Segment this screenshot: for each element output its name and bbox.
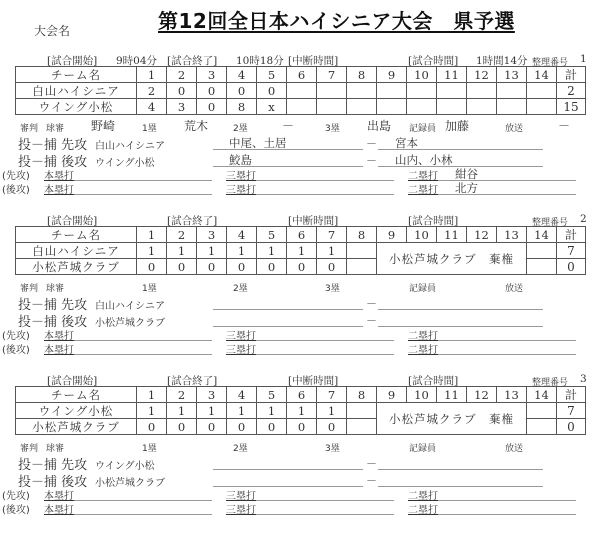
hr-bottom-label: 本塁打 — [44, 185, 74, 196]
inning-score: 0 — [257, 83, 287, 99]
inning-score — [467, 83, 497, 99]
third-base-umpire-name: 出島 — [367, 119, 392, 133]
first-base-umpire-name: 荒木 — [184, 119, 209, 133]
inning-score: 1 — [227, 403, 257, 419]
team-total: 7 — [557, 243, 586, 259]
inning-score: 0 — [137, 259, 167, 275]
end-label: [試合終了] — [167, 215, 218, 227]
battery-top-label: 投－捕 先攻 — [18, 458, 88, 473]
battery-top-team: 白山ハイシニア — [95, 141, 165, 152]
forfeit-note: 小松芦城クラブ 棄権 — [377, 243, 527, 275]
inning-header: 11 — [437, 227, 467, 243]
inning-header: 5 — [257, 227, 287, 243]
inning-header: 6 — [287, 387, 317, 403]
inning-header: 6 — [287, 67, 317, 83]
table-row — [16, 243, 586, 259]
inning-score — [467, 99, 497, 115]
battery-bottom-dash: － — [366, 474, 377, 487]
battery-bottom-team: ウイング小松 — [95, 158, 155, 169]
team-total: 2 — [557, 83, 586, 99]
inning-header: 2 — [167, 387, 197, 403]
inning-header: 4 — [227, 67, 257, 83]
page-title: 第12回全日本ハイシニア大会 県予選 — [158, 9, 515, 33]
duration-label: [試合時間] — [408, 55, 459, 67]
inning-score — [377, 83, 407, 99]
battery-bottom-label: 投－捕 後攻 — [18, 315, 88, 330]
team-total: 15 — [557, 99, 586, 115]
inning-score: 1 — [287, 403, 317, 419]
inning-header: 7 — [317, 67, 347, 83]
inning-header: 1 — [137, 67, 167, 83]
battery-bottom-catchers: 山内、小林 — [395, 153, 453, 167]
double-top-value: 紺谷 — [455, 167, 478, 181]
team-name: 小松芦城クラブ — [16, 419, 137, 435]
plate-umpire-label: 球審 — [46, 284, 65, 294]
triple-top-label: 三塁打 — [226, 331, 256, 342]
inning-header: 12 — [467, 227, 497, 243]
end-time: 10時18分 — [236, 55, 284, 67]
broadcast-name: － — [558, 119, 571, 133]
hits-top-prefix: (先攻) — [2, 331, 30, 342]
start-label: [試合開始] — [47, 375, 98, 387]
inning-score: 0 — [197, 419, 227, 435]
triple-top-label: 三塁打 — [226, 171, 256, 182]
end-label: [試合終了] — [167, 55, 218, 67]
third-base-umpire-label: 3塁 — [325, 124, 340, 134]
battery-top-pitchers-line — [213, 309, 363, 310]
total-col-header: 計 — [557, 67, 586, 83]
inning-score — [527, 419, 557, 435]
team-col-header: チーム名 — [16, 227, 137, 243]
total-col-header: 計 — [557, 227, 586, 243]
team-name: 白山ハイシニア — [16, 243, 137, 259]
inning-header: 4 — [227, 387, 257, 403]
team-name: 白山ハイシニア — [16, 83, 137, 99]
team-name: ウイング小松 — [16, 403, 137, 419]
team-name: 小松芦城クラブ — [16, 259, 137, 275]
inning-score: 0 — [197, 259, 227, 275]
battery-top-catchers-line — [378, 469, 543, 470]
inning-score — [317, 99, 347, 115]
table-header-row — [16, 387, 586, 403]
inning-header: 13 — [497, 67, 527, 83]
inning-header: 12 — [467, 67, 497, 83]
umpire-label: 審判 — [20, 444, 39, 454]
inning-score — [527, 403, 557, 419]
forfeit-note: 小松芦城クラブ 棄権 — [377, 403, 527, 435]
scorer-label: 記録員 — [409, 284, 437, 294]
end-label: [試合終了] — [167, 375, 218, 387]
battery-bottom-pitchers: 鮫島 — [229, 153, 252, 167]
inning-score — [347, 403, 377, 419]
hits-bottom-prefix: (後攻) — [2, 345, 30, 356]
inning-header: 5 — [257, 387, 287, 403]
battery-top-catchers-line — [378, 309, 543, 310]
inning-score — [377, 99, 407, 115]
double-top-label: 二塁打 — [408, 491, 438, 502]
inning-header: 1 — [137, 387, 167, 403]
inning-header: 14 — [527, 227, 557, 243]
inning-score — [527, 259, 557, 275]
inning-score: 0 — [227, 419, 257, 435]
serial-label: 整理番号 — [532, 218, 569, 228]
double-top-label: 二塁打 — [408, 331, 438, 342]
battery-top-pitchers: 中尾、土居 — [229, 136, 287, 150]
double-top-label: 二塁打 — [408, 171, 438, 182]
table-row — [16, 99, 586, 115]
total-col-header: 計 — [557, 387, 586, 403]
double-bottom-label: 二塁打 — [408, 505, 438, 516]
start-label: [試合開始] — [47, 215, 98, 227]
plate-umpire-label: 球審 — [46, 124, 65, 134]
inning-score — [497, 83, 527, 99]
inning-score — [287, 99, 317, 115]
inning-header: 13 — [497, 387, 527, 403]
second-base-umpire-label: 2塁 — [233, 444, 248, 454]
hr-top-label: 本塁打 — [44, 331, 74, 342]
battery-bottom-team: 小松芦城クラブ — [95, 478, 165, 489]
inning-header: 8 — [347, 227, 377, 243]
inning-score: 1 — [257, 403, 287, 419]
first-base-umpire-label: 1塁 — [142, 444, 157, 454]
broadcast-label: 放送 — [505, 444, 524, 454]
first-base-umpire-label: 1塁 — [142, 284, 157, 294]
tournament-name-label: 大会名 — [34, 24, 71, 38]
inning-score — [317, 83, 347, 99]
battery-bottom-catchers-line — [378, 486, 543, 487]
hits-bottom-prefix: (後攻) — [2, 505, 30, 516]
inning-score — [527, 99, 557, 115]
battery-bottom-label: 投－捕 後攻 — [18, 155, 88, 170]
start-label: [試合開始] — [47, 55, 98, 67]
hr-top-label: 本塁打 — [44, 491, 74, 502]
battery-bottom-catchers-line — [378, 326, 543, 327]
second-base-umpire-label: 2塁 — [233, 284, 248, 294]
inning-header: 14 — [527, 387, 557, 403]
inning-score: 0 — [257, 419, 287, 435]
inning-header: 1 — [137, 227, 167, 243]
inning-header: 4 — [227, 227, 257, 243]
hits-top-prefix: (先攻) — [2, 491, 30, 502]
battery-bottom-dash: － — [366, 314, 377, 327]
inning-score: 1 — [137, 243, 167, 259]
inning-score: 3 — [167, 99, 197, 115]
duration-label: [試合時間] — [408, 215, 459, 227]
inning-score — [347, 83, 377, 99]
team-col-header: チーム名 — [16, 387, 137, 403]
inning-header: 6 — [287, 227, 317, 243]
triple-bottom-label: 三塁打 — [226, 345, 256, 356]
inning-header: 8 — [347, 67, 377, 83]
inning-score — [347, 259, 377, 275]
serial-number: 2 — [580, 213, 587, 225]
inning-score: 0 — [317, 259, 347, 275]
table-header-row — [16, 67, 586, 83]
inning-score: 0 — [197, 83, 227, 99]
second-base-umpire-label: 2塁 — [233, 124, 248, 134]
team-total: 0 — [557, 259, 586, 275]
inning-score — [347, 419, 377, 435]
inning-score: 4 — [137, 99, 167, 115]
inning-score — [497, 99, 527, 115]
inning-header: 5 — [257, 67, 287, 83]
inning-header: 2 — [167, 67, 197, 83]
duration-time: 1時間14分 — [476, 55, 528, 67]
inning-header: 8 — [347, 387, 377, 403]
inning-score: x — [257, 99, 287, 115]
plate-umpire-name: 野崎 — [91, 119, 116, 133]
scorer-name: 加藤 — [445, 119, 470, 133]
battery-top-team: 白山ハイシニア — [95, 301, 165, 312]
inning-score: 0 — [167, 259, 197, 275]
inning-score: 1 — [227, 243, 257, 259]
battery-top-label: 投－捕 先攻 — [18, 298, 88, 313]
inning-score — [527, 243, 557, 259]
inning-header: 2 — [167, 227, 197, 243]
team-total: 7 — [557, 403, 586, 419]
inning-header: 10 — [407, 387, 437, 403]
inning-score — [437, 99, 467, 115]
battery-bottom-dash: － — [366, 154, 377, 167]
battery-top-dash: － — [366, 457, 377, 470]
inning-score — [287, 83, 317, 99]
serial-number: 1 — [580, 53, 587, 65]
plate-umpire-label: 球審 — [46, 444, 65, 454]
inning-score — [347, 99, 377, 115]
table-row — [16, 403, 586, 419]
inning-score: 1 — [197, 243, 227, 259]
inning-header: 3 — [197, 67, 227, 83]
serial-number: 3 — [580, 373, 587, 385]
triple-bottom-label: 三塁打 — [226, 185, 256, 196]
battery-top-team: ウイング小松 — [95, 461, 155, 472]
inning-score — [527, 83, 557, 99]
team-total: 0 — [557, 419, 586, 435]
inning-score — [347, 243, 377, 259]
triple-bottom-label: 三塁打 — [226, 505, 256, 516]
inning-score: 0 — [257, 259, 287, 275]
inning-score: 1 — [197, 403, 227, 419]
inning-header: 9 — [377, 67, 407, 83]
umpire-label: 審判 — [20, 284, 39, 294]
inning-header: 11 — [437, 387, 467, 403]
umpire-label: 審判 — [20, 124, 39, 134]
battery-top-pitchers-line — [213, 469, 363, 470]
triple-top-label: 三塁打 — [226, 491, 256, 502]
inning-score: 2 — [137, 83, 167, 99]
inning-score: 0 — [287, 259, 317, 275]
hr-top-label: 本塁打 — [44, 171, 74, 182]
double-bottom-label: 二塁打 — [408, 185, 438, 196]
serial-label: 整理番号 — [532, 58, 569, 68]
hits-top-prefix: (先攻) — [2, 171, 30, 182]
hits-bottom-prefix: (後攻) — [2, 185, 30, 196]
double-bottom-label: 二塁打 — [408, 345, 438, 356]
inning-score: 0 — [167, 83, 197, 99]
broadcast-label: 放送 — [505, 284, 524, 294]
scoreboard-table — [15, 66, 586, 115]
pause-label: [中断時間] — [288, 375, 339, 387]
inning-score: 1 — [257, 243, 287, 259]
team-name: ウイング小松 — [16, 99, 137, 115]
inning-score: 1 — [137, 403, 167, 419]
battery-top-dash: － — [366, 297, 377, 310]
team-col-header: チーム名 — [16, 67, 137, 83]
inning-score: 0 — [287, 419, 317, 435]
inning-header: 12 — [467, 387, 497, 403]
scorer-label: 記録員 — [409, 124, 437, 134]
start-time: 9時04分 — [116, 55, 158, 67]
inning-score: 0 — [197, 99, 227, 115]
inning-score: 0 — [317, 419, 347, 435]
inning-header: 14 — [527, 67, 557, 83]
battery-top-catchers: 宮本 — [395, 136, 418, 150]
hr-bottom-label: 本塁打 — [44, 345, 74, 356]
inning-header: 9 — [377, 387, 407, 403]
battery-top-label: 投－捕 先攻 — [18, 138, 88, 153]
table-header-row — [16, 227, 586, 243]
inning-score: 1 — [317, 243, 347, 259]
inning-score: 8 — [227, 99, 257, 115]
scoreboard-table — [15, 226, 586, 275]
inning-header: 10 — [407, 67, 437, 83]
double-bottom-value: 北方 — [455, 181, 478, 195]
battery-bottom-label: 投－捕 後攻 — [18, 475, 88, 490]
inning-score: 1 — [167, 243, 197, 259]
inning-score: 0 — [137, 419, 167, 435]
inning-header: 11 — [437, 67, 467, 83]
inning-header: 7 — [317, 387, 347, 403]
inning-header: 10 — [407, 227, 437, 243]
inning-header: 3 — [197, 227, 227, 243]
pause-label: [中断時間] — [288, 215, 339, 227]
scoreboard-table — [15, 386, 586, 435]
pause-label: [中断時間] — [288, 55, 339, 67]
inning-score: 0 — [227, 259, 257, 275]
inning-score: 1 — [167, 403, 197, 419]
serial-label: 整理番号 — [532, 378, 569, 388]
third-base-umpire-label: 3塁 — [325, 444, 340, 454]
first-base-umpire-label: 1塁 — [142, 124, 157, 134]
inning-score — [407, 99, 437, 115]
broadcast-label: 放送 — [505, 124, 524, 134]
inning-header: 3 — [197, 387, 227, 403]
inning-score: 1 — [317, 403, 347, 419]
inning-header: 7 — [317, 227, 347, 243]
battery-bottom-team: 小松芦城クラブ — [95, 318, 165, 329]
scorer-label: 記録員 — [409, 444, 437, 454]
inning-header: 13 — [497, 227, 527, 243]
inning-header: 9 — [377, 227, 407, 243]
inning-score: 1 — [287, 243, 317, 259]
inning-score — [437, 83, 467, 99]
table-row — [16, 83, 586, 99]
third-base-umpire-label: 3塁 — [325, 284, 340, 294]
hr-bottom-label: 本塁打 — [44, 505, 74, 516]
inning-score: 0 — [227, 83, 257, 99]
battery-top-dash: － — [366, 137, 377, 150]
inning-score: 0 — [167, 419, 197, 435]
inning-score — [407, 83, 437, 99]
duration-label: [試合時間] — [408, 375, 459, 387]
second-base-umpire-name: － — [282, 119, 295, 133]
